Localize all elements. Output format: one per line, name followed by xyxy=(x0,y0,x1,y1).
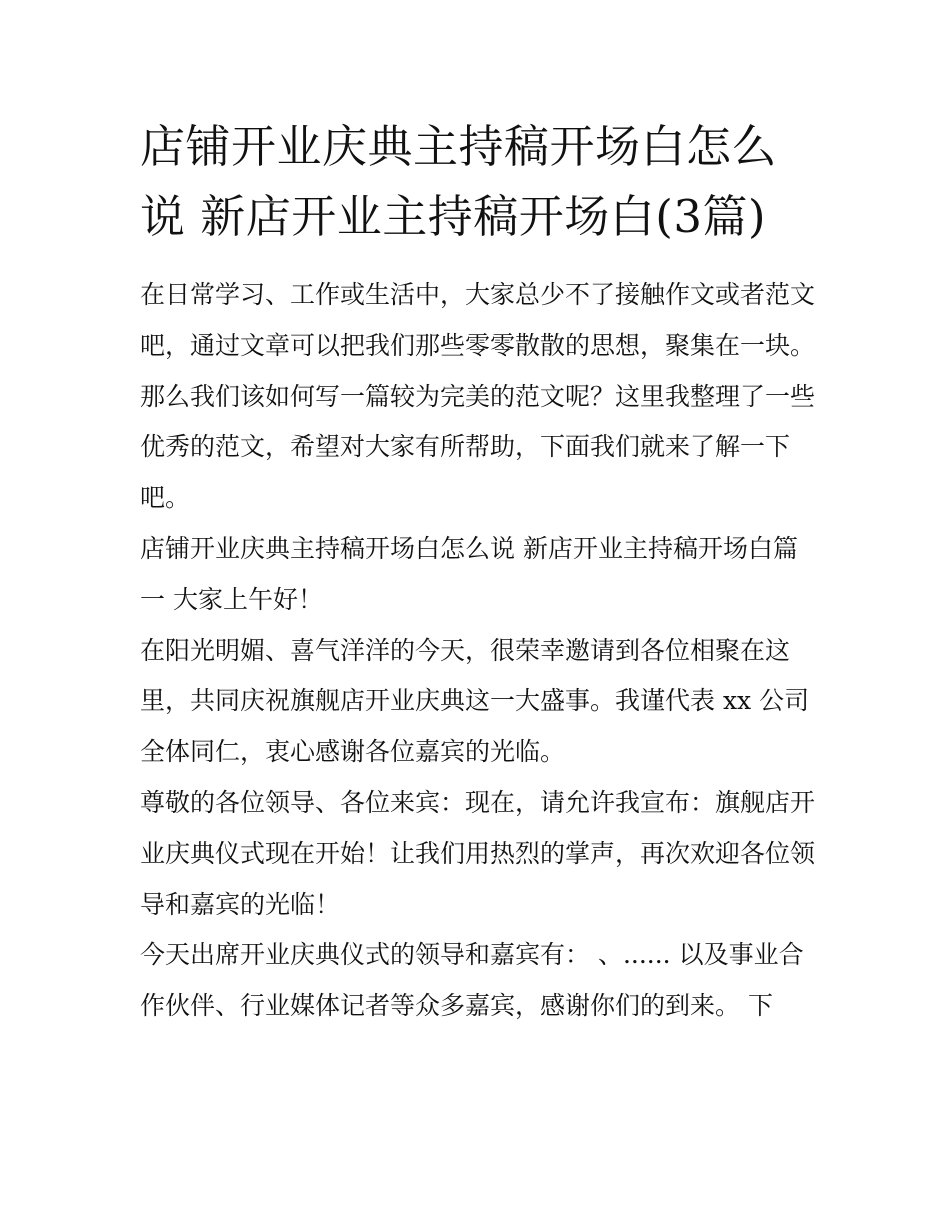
paragraph-announcement: 尊敬的各位领导、各位来宾：现在，请允许我宣布：旗舰店开业庆典仪式现在开始！让我们用热烈的掌声，再次欢迎各位领导和嘉宾的光临！ xyxy=(140,787,816,919)
paragraph-section-heading: 店铺开业庆典主持稿开场白怎么说 新店开业主持稿开场白篇一 大家上午好！ xyxy=(140,533,798,614)
document-body xyxy=(140,270,820,1032)
paragraph-welcome: 在阳光明媚、喜气洋洋的今天，很荣幸邀请到各位相聚在这里，共同庆祝旗舰店开业庆典这一大盛事。我谨代表 xx 公司全体同仁，衷心感谢各位嘉宾的光临。 xyxy=(140,635,810,767)
paragraph-intro: 在日常学习、工作或生活中，大家总少不了接触作文或者范文吧，通过文章可以把我们那些零零散散的思想，聚集在一块。那么我们该如何写一篇较为完美的范文呢？这里我整理了一些优秀的范文，希望对大家有所帮助，下面我们就来了解一下吧。 xyxy=(140,280,816,513)
document-title: 店铺开业庆典主持稿开场白怎么说 新店开业主持稿开场白(3篇) xyxy=(140,120,778,243)
paragraph-guests: 今天出席开业庆典仪式的领导和嘉宾有： 、...... 以及事业合作伙伴、行业媒体记者等众多嘉宾，感谢你们的到来。 下 xyxy=(140,940,804,1021)
document-content xyxy=(140,112,820,1032)
